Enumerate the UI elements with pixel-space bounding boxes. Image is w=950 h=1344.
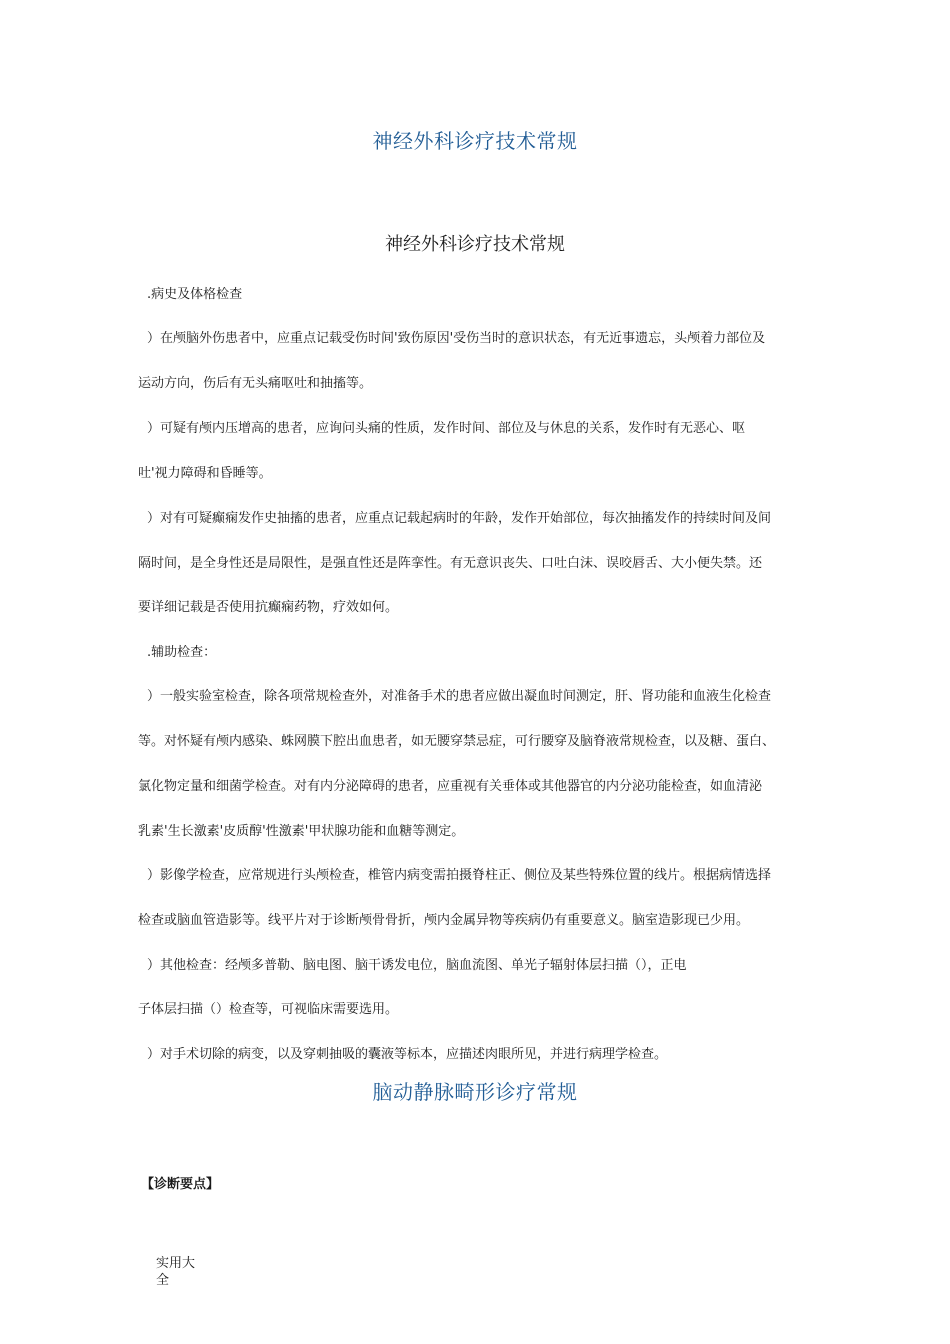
paragraph-line: ）对手术切除的病变，以及穿刺抽吸的囊液等标本，应描述肉眼所见，并进行病理学检查。 [147,1047,668,1062]
paragraph-line: ）影像学检查，应常规进行头颅检查，椎管内病变需拍摄脊柱正、侧位及某些特殊位置的线片。根据病情选择 [147,868,772,883]
paragraph-line: 要详细记载是否使用抗癫痫药物，疗效如何。 [138,600,399,615]
sub-title: 神经外科诊疗技术常规 [385,234,565,255]
paragraph-line: ）一般实验室检查，除各项常规检查外，对准备手术的患者应做出凝血时间测定，肝、肾功能和血液生化检查 [147,689,772,704]
paragraph-line: 等。对怀疑有颅内感染、蛛网膜下腔出血患者，如无腰穿禁忌症，可行腰穿及脑脊液常规检查，以及糖、蛋白、 [138,734,776,749]
paragraph-line: ）在颅脑外伤患者中，应重点记载受伤时间'致伤原因'受伤当时的意识状态，有无近事遗忘，头颅着力部位及 [147,331,766,346]
paragraph-line: 隔时间，是全身性还是局限性，是强直性还是阵挛性。有无意识丧失、口吐白沫、误咬唇舌、大小便失禁。还 [138,556,763,571]
paragraph-line: ）对有可疑癫痫发作史抽搐的患者，应重点记载起病时的年龄，发作开始部位，每次抽搐发作的持续时间及间 [147,511,772,526]
paragraph-line: 乳素'生长激素'皮质醇'性激素'甲状腺功能和血糖等测定。 [138,824,465,839]
paragraph-line: ）可疑有颅内压增高的患者，应询问头痛的性质，发作时间、部位及与休息的关系，发作时有无恶心、呕 [147,421,746,436]
paragraph-line: 氯化物定量和细菌学检查。对有内分泌障碍的患者，应重视有关垂体或其他器官的内分泌功能检查，如血清泌 [138,779,763,794]
section-heading-history: .病史及体格检查 [147,287,243,302]
section-heading-diagnosis: 【诊断要点】 [141,1177,220,1192]
paragraph-line: ）其他检查：经颅多普勒、脑电图、脑干诱发电位，脑血流图、单光子辐射体层扫描（），正电 [147,958,687,973]
section-heading-auxiliary: .辅助检查： [147,645,217,660]
paragraph-line: 子体层扫描（）检查等，可视临床需要选用。 [138,1002,399,1017]
footer-text: 实用大全 [156,1256,196,1288]
section-title-avm: 脑动静脉畸形诊疗常规 [372,1080,578,1104]
paragraph-line: 吐'视力障碍和昏睡等。 [138,466,272,481]
header-title: 神经外科诊疗技术常规 [372,129,578,153]
paragraph-line: 运动方向，伤后有无头痛呕吐和抽搐等。 [138,376,373,391]
paragraph-line: 检查或脑血管造影等。线平片对于诊断颅骨骨折，颅内金属异物等疾病仍有重要意义。脑室造影现已少用。 [138,913,750,928]
